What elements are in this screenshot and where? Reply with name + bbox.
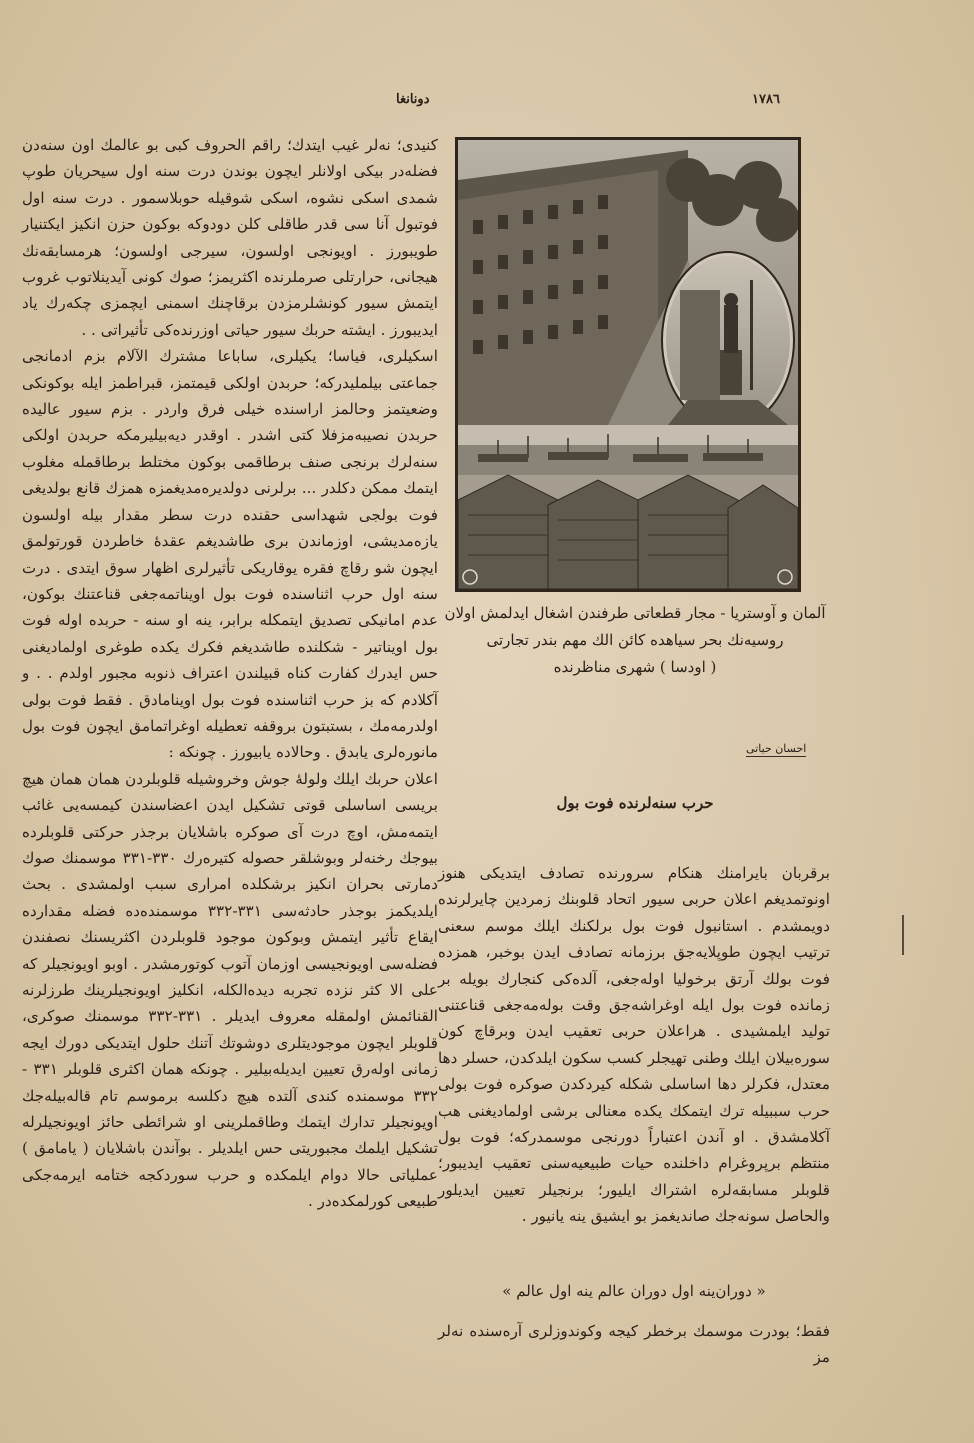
left-paragraph-2: اسكيلرى، فياسا؛ يكيلرى، ساباعا مشترك الآلام بزم ادمانجى جماعتى بيلمليدركه؛ حربدن اولكى قيمتمز، قبراطمز ايله بوكونكى وضعيتمز وحالمز اراسنده خيلى فرق واردر . بزم سيور عاليده حربدن نصيبه‌مزفلا كتى اشدر . اوقدر ديه‌بيليرمكه حربدن اولكى سنه‌لرك برنجى صنف برطاقمى بوكون مختلط برطاقمله مغلوب ايتمك ممكن دكلدر ... برلرنى دولديره‌مديغمزه همزك قانع بولديغى فوت بولجى شهداسى حقنده درت سطر مقدار بيله اولسون يازه‌مديشى، اوزماندن برى طاشديغم عقدهٔ خاطردن قورتولمق ايچون شو رقاچ فقره يوقاريكى تأثيرلرى اظهار سوق ايتدى . درت سنه اول حرب اثناسنده فوت بول اويناتمه‌جغى قناعتنك بوكون، عدم امانيكى تصديق ايتمكله برابر، ينه او سنه - حربده اوله فوت بول اويناتير - شكلنده طاشديغم فكرك يكده طوغرى اولماديغنى حس ايدرك كفارت كناه قبيلندن اعتراف ذنوبه مجبور اولدم . . و آكلادم كه بز حرب اثناسنده فوت بول اوينامادق . فقط فوت بولى اولدرمه‌مك ، بستبتون بروقفه تعطيله اوغراتمامق ايچون فوت بول مانوره‌لرى يابدق . وحالاده يابيورز . چونكه :	[22, 347, 438, 762]
article-author: احسان حياتى	[746, 742, 807, 755]
odessa-photo	[455, 137, 801, 592]
margin-mark	[902, 915, 904, 955]
left-paragraph-1: كنيدى؛ نه‌لر غيب ايتدك؛ راقم الحروف كبى بو عالمك اون سنه‌دن فضله‌در بيكى اولانلر ايچون بوندن درت سنه اول سيحريان طوپ شمدى اسكى نشوه، اسكى شوقيله حوبلاسمور . درت سنه اول فوتبول آنا سى قدر طاقلى كلن دودوكه بوكون حزن انكيز ايكتنيار طويبورز . اويونجى اولسون، سيرجى اولسون؛ هرمسابقه‌نك هيجانى، حرارتلى صرملرنده اكثريمز؛ صوك كونى آيدينلاتوب غروب ايتمش سيور كونشلرمزدن برقاچنك اسمنى ايچمزى چكه‌رك ياد ايديبورز . ايشته حربك سيور حياتى اوزرنده‌كى تأثيراتى . .	[22, 136, 438, 339]
article-title: حرب سنه‌لرنده فوت بول	[556, 794, 714, 812]
left-text-column	[22, 132, 438, 1372]
right-paragraph-1: برقربان بايرامنك هنكام سرورنده تصادف ايتديكى هنوز اونوتمديغم اعلان حربى سيور اتحاد قلوبنك زمردين چايرلرنده دويمشدم . استانبول فوت بول برلكنك ايلك موسم سعنى ترتيب ايچون طوپلايه‌جق برزمانه تصادف ايدن بوخبر، همزده فوت بولك آرتق برخوليا اوله‌جغى، آلده‌كى كنجارك بويله بر زمانده فوت بول ايله اوغراشه‌جق وقت بوله‌مه‌جغى قناعتنى توليد ايلمشيدى . هراعلان حربى تعقيب ايدن وبرقاچ كون سوره‌بيلان ايلك وطنى تهيجلر كسب سكون ايلدكدن، حسلر دها معتدل، فكرلر دها اساسلى شكله كيردكدن صوكره فوت بولى حرب سببيله ترك ايتمكك يكده معنالى برشى اولماديغنى هب آكلامشدق . او آندن اعتباراً دورنجى موسمدركه؛ فوت بول منتظم برپروغرام داخلنده حيات طبيعيه‌سنى تعقيب ايديبور؛ قلوبلر مسابقه‌لره اشتراك ايليور؛ برنجيلر تعيين ايديلور والحاصل سونه‌جك صانديغمز بو ايشيق ينه يانيور .	[438, 864, 830, 1226]
odessa-photo-illustration	[458, 140, 798, 589]
page-number: ١٧٨٦	[752, 92, 780, 107]
caption-line-1: آلمان و آوستريا - مجار قطعاتى طرفندن اشغال ايدلمش اولان	[444, 604, 826, 622]
journal-name-header: دونانغا	[396, 92, 430, 107]
right-text-column	[438, 860, 830, 1230]
verse-quote: « دوران‌ينه اول دوران عالم ينه اول عالم »	[502, 1282, 766, 1300]
left-paragraph-3: اعلان حربك ايلك ولوله‌ٔ جوش وخروشيله قلوبلردن همان همان هيچ بريسى اساسلى قوتى تشكيل ايدن اعضاسندن كيمسه‌يى غائب ايتمه‌مش، اوچ درت آى صوكره باشلايان برجذر حركتى قلوبلرده بيوجك رخنه‌لر وبوشلقر حصوله كتيره‌رك ٣٣٠-٣٣١ موسمنك صوك دمارتى بحران انكيز برشكلده امرارى سبب اولمشدى . بحث ايلديكمز بوجذر حادثه‌سى ٣٣١-٣٣٢ موسمنده‌ده فضله مقدارده ايقاع تأثير ايتمش وبوكون موجود قلوبلردن اكثريسنك نصفندن فضله‌سى اويونجيسى اوزمان آتوب كوتورمشدر . اوبو اويونجيلر كه على الا كثر نزده تجربه ديده‌الكله، انكليز اويونجيلرينك طرزلرنه القنائمش اولمقله معروف ايديلر . ٣٣١-٣٣٢ موسمنك صوكرى، قلوبلر ايچون موجوديتلرى دوشوتك آتنك حلول ايتديكى دورك ايجه زمانى اوله‌رق تعيين ايديله‌بيلير . چونكه همان اكثرى قلوبلر ٣٣١ - ٣٣٢ موسمنده كندى آلتده هيچ دكلسه برموسم تام قاله‌بيله‌جك اويونجيلر تدارك ايتمك وطاقملرينى او شرائطى حائز اويونجيلرله تشكيل ايلمك مجبوريتى حس ايلديلر . بوآندن باشلايان ( يامامق ) عملياتى حالا دوام ايلمكده و حرب سوردكجه ختامه ايرمه‌جكى طبيعى كورلمكده‌در .	[22, 769, 439, 1211]
photo-caption	[440, 600, 830, 681]
caption-line-2: روسيه‌نك بحر سياهده كائن الك مهم بندر تجارتى	[486, 631, 784, 649]
right-last-line: فقط؛ بودرت موسمك برخطر كيجه‌ وكوندوزلرى آره‌سنده نه‌لر مز	[438, 1322, 830, 1367]
caption-line-3: ( اودسا ) شهرى مناظرنده	[553, 658, 717, 676]
